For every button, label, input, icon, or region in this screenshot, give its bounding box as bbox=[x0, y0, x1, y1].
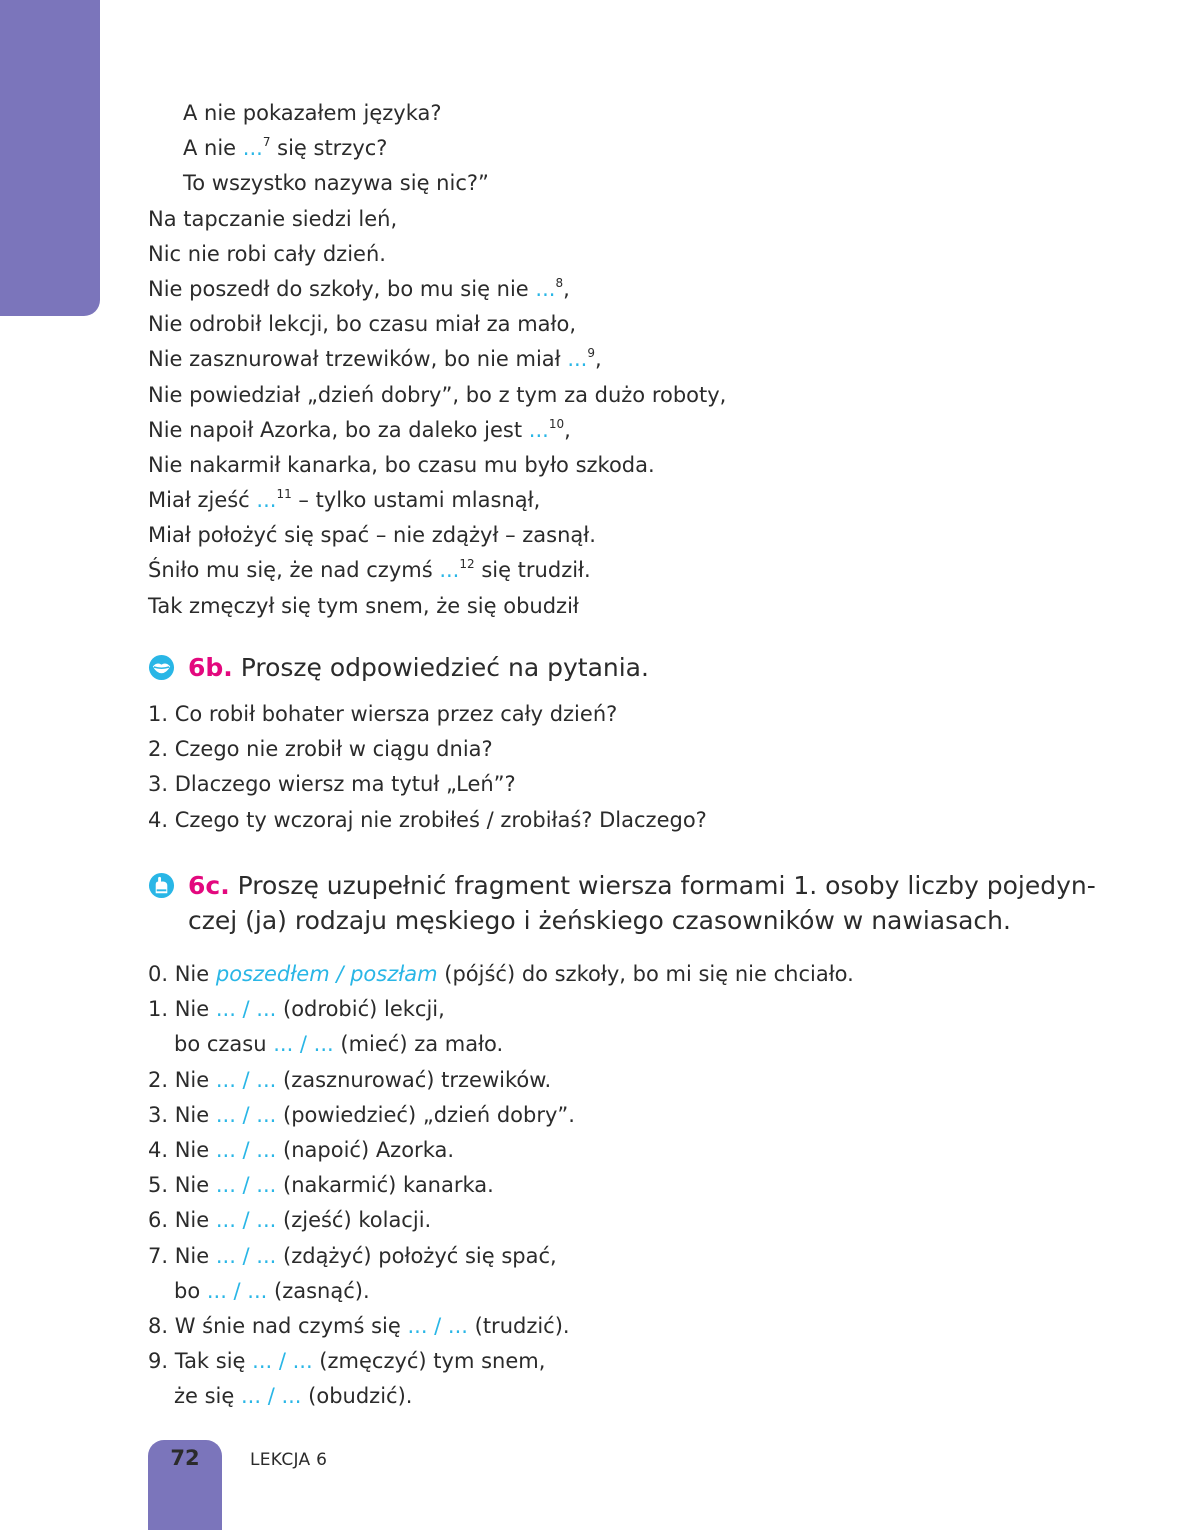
fill-in-list bbox=[148, 957, 1108, 1414]
poem-line bbox=[148, 307, 1048, 342]
poem-line bbox=[148, 342, 1048, 377]
fill-in-item bbox=[148, 1133, 1108, 1168]
poem-text: – tylko ustami mlasnął, bbox=[291, 488, 541, 513]
answer-gap: ... / ... bbox=[215, 997, 277, 1022]
poem-text: się trudził. bbox=[474, 558, 591, 583]
fill-in-continuation bbox=[148, 1274, 1108, 1309]
exercise-6c bbox=[148, 868, 1108, 1414]
exercise-number: 6c. bbox=[188, 871, 230, 900]
answer-gap: ... / ... bbox=[215, 1243, 277, 1268]
item-text: (obudzić). bbox=[301, 1384, 413, 1409]
item-text: (zasznurować) trzewików. bbox=[276, 1067, 552, 1092]
poem-text: A nie pokazałem języka? bbox=[183, 101, 442, 125]
item-text: bo bbox=[174, 1278, 207, 1303]
footnote-number: 11 bbox=[276, 487, 292, 502]
poem-text: Śniło mu się, że nad czymś bbox=[148, 558, 440, 583]
exercise-6b-header bbox=[148, 650, 1108, 685]
answer-gap: ... / ... bbox=[215, 1137, 277, 1162]
item-text: 0. Nie bbox=[148, 962, 216, 986]
poem-text: Nie zasznurował trzewików, bo nie miał bbox=[148, 347, 568, 372]
answer-gap: ... / ... bbox=[215, 1208, 277, 1233]
item-text: 2. Nie bbox=[148, 1067, 216, 1092]
poem-text: , bbox=[595, 347, 602, 372]
item-text: (zmęczyć) tym snem, bbox=[312, 1349, 546, 1374]
item-text: 1. Nie bbox=[148, 997, 216, 1022]
poem-line bbox=[148, 202, 1048, 237]
footnote-number: 9 bbox=[587, 346, 595, 361]
poem-line bbox=[148, 448, 1048, 483]
question-text: 1. Co robił bohater wiersza przez cały dzień? bbox=[148, 702, 618, 726]
poem-line bbox=[148, 131, 1048, 166]
footnote-number: 8 bbox=[555, 275, 564, 290]
speech-lips-icon bbox=[148, 654, 175, 681]
poem-line bbox=[148, 413, 1048, 448]
poem-line bbox=[148, 518, 1048, 553]
fill-in-continuation bbox=[148, 1379, 1108, 1414]
question-item bbox=[148, 697, 1108, 732]
item-text: 6. Nie bbox=[148, 1208, 216, 1233]
item-text: (odrobić) lekcji, bbox=[276, 997, 445, 1022]
poem-line bbox=[148, 589, 1048, 624]
question-text: 3. Dlaczego wiersz ma tytuł „Leń”? bbox=[148, 772, 516, 797]
item-text: (zdążyć) położyć się spać, bbox=[276, 1243, 557, 1268]
exercise-6c-header bbox=[148, 868, 1108, 938]
answer-gap: ... / ... bbox=[206, 1278, 268, 1303]
poem-line bbox=[148, 96, 1048, 131]
page-number: 72 bbox=[170, 1446, 200, 1470]
answer-gap: ... / ... bbox=[252, 1349, 313, 1374]
gap-marker: ... bbox=[256, 488, 277, 513]
item-text: 3. Nie bbox=[148, 1102, 216, 1127]
gap-marker: ... bbox=[535, 276, 556, 301]
fill-in-item bbox=[148, 1098, 1108, 1133]
item-text: (mieć) za mało. bbox=[333, 1032, 504, 1057]
lesson-label: LEKCJA 6 bbox=[250, 1450, 328, 1470]
item-text: (powiedzieć) „dzień dobry”. bbox=[276, 1102, 575, 1127]
fill-in-item bbox=[148, 1168, 1108, 1203]
footnote-number: 7 bbox=[262, 135, 271, 150]
fill-in-item bbox=[148, 1203, 1108, 1238]
item-text: 4. Nie bbox=[148, 1137, 216, 1162]
answer-gap: ... / ... bbox=[215, 1173, 277, 1198]
poem-line bbox=[148, 553, 1048, 588]
item-text: (trudzić). bbox=[467, 1313, 570, 1338]
poem-text: To wszystko nazywa się nic?” bbox=[183, 171, 489, 196]
poem-text: Nie nakarmił kanarka, bo czasu mu było szkoda. bbox=[148, 452, 655, 477]
poem-text: Miał zjeść bbox=[148, 488, 257, 513]
gap-marker: ... bbox=[242, 136, 263, 161]
answer-gap: ... / ... bbox=[215, 1102, 277, 1127]
poem-text: Nie odrobił lekcji, bo czasu miał za mało, bbox=[148, 312, 577, 337]
exercise-6b bbox=[148, 650, 1108, 838]
poem-text: Nie napoił Azorka, bo za daleko jest bbox=[148, 417, 529, 442]
answer-gap: ... / ... bbox=[273, 1032, 334, 1057]
poem-text: Na tapczanie siedzi leń, bbox=[148, 206, 398, 231]
fill-in-item bbox=[148, 1239, 1108, 1274]
answer-gap: ... / ... bbox=[241, 1384, 302, 1409]
item-text: (napoić) Azorka. bbox=[276, 1137, 455, 1162]
item-text: że się bbox=[174, 1384, 241, 1409]
example-answer: poszedłem / poszłam bbox=[215, 962, 438, 986]
poem-text: , bbox=[563, 276, 570, 301]
poem-text: się strzyc? bbox=[270, 136, 388, 161]
fill-in-item bbox=[148, 1063, 1108, 1098]
footnote-number: 10 bbox=[548, 416, 565, 431]
item-text: bo czasu bbox=[174, 1032, 274, 1057]
poem-line bbox=[148, 237, 1048, 272]
exercise-instruction-line1: Proszę uzupełnić fragment wiersza formami 1. osoby liczby pojedyn- bbox=[237, 871, 1096, 900]
fill-in-item bbox=[148, 1344, 1108, 1379]
item-text: (nakarmić) kanarka. bbox=[276, 1173, 494, 1198]
item-text: (zasnąć). bbox=[267, 1278, 370, 1303]
item-text: (pójść) do szkoły, bo mi się nie chciało. bbox=[437, 962, 854, 986]
answer-gap: ... / ... bbox=[215, 1067, 277, 1092]
poem-text: Miał położyć się spać – nie zdążył – zasnął. bbox=[148, 523, 596, 548]
exercise-instruction: Proszę odpowiedzieć na pytania. bbox=[240, 653, 649, 682]
poem bbox=[148, 96, 1048, 624]
item-text: 7. Nie bbox=[148, 1243, 216, 1268]
poem-text: Nie powiedział „dzień dobry”, bo z tym za dużo roboty, bbox=[148, 382, 727, 407]
question-list bbox=[148, 697, 1108, 838]
gap-marker: ... bbox=[439, 558, 460, 583]
poem-line bbox=[148, 272, 1048, 307]
poem-line bbox=[148, 378, 1048, 413]
fill-in-continuation bbox=[148, 1027, 1108, 1062]
item-text: 9. Tak się bbox=[148, 1349, 253, 1374]
poem-line bbox=[148, 166, 1048, 201]
footnote-number: 12 bbox=[459, 557, 475, 572]
poem-text: Tak zmęczył się tym snem, że się obudził bbox=[148, 593, 579, 618]
poem-line bbox=[148, 483, 1048, 518]
poem-text: , bbox=[564, 417, 571, 442]
item-text: (zjeść) kolacji. bbox=[276, 1208, 432, 1233]
question-text: 4. Czego ty wczoraj nie zrobiłeś / zrobiłaś? Dlaczego? bbox=[148, 807, 707, 832]
poem-text: Nie poszedł do szkoły, bo mu się nie bbox=[148, 276, 536, 301]
fill-in-item bbox=[148, 992, 1108, 1027]
item-text: 5. Nie bbox=[148, 1173, 216, 1198]
answer-gap: ... / ... bbox=[407, 1313, 468, 1338]
gap-marker: ... bbox=[528, 417, 549, 442]
side-color-tab bbox=[0, 0, 100, 316]
fill-in-item bbox=[148, 957, 1108, 992]
item-text: 8. W śnie nad czymś się bbox=[148, 1313, 408, 1338]
poem-text: Nic nie robi cały dzień. bbox=[148, 241, 386, 266]
exercise-number: 6b. bbox=[188, 653, 233, 682]
fill-in-item bbox=[148, 1309, 1108, 1344]
exercise-instruction-line2: czej (ja) rodzaju męskiego i żeńskiego czasowników w nawiasach. bbox=[188, 906, 1011, 935]
question-item bbox=[148, 732, 1108, 767]
question-item bbox=[148, 767, 1108, 802]
gap-marker: ... bbox=[567, 347, 588, 372]
writing-hand-icon bbox=[148, 872, 175, 899]
poem-text: A nie bbox=[183, 136, 243, 161]
question-item bbox=[148, 803, 1108, 838]
question-text: 2. Czego nie zrobił w ciągu dnia? bbox=[148, 737, 493, 762]
